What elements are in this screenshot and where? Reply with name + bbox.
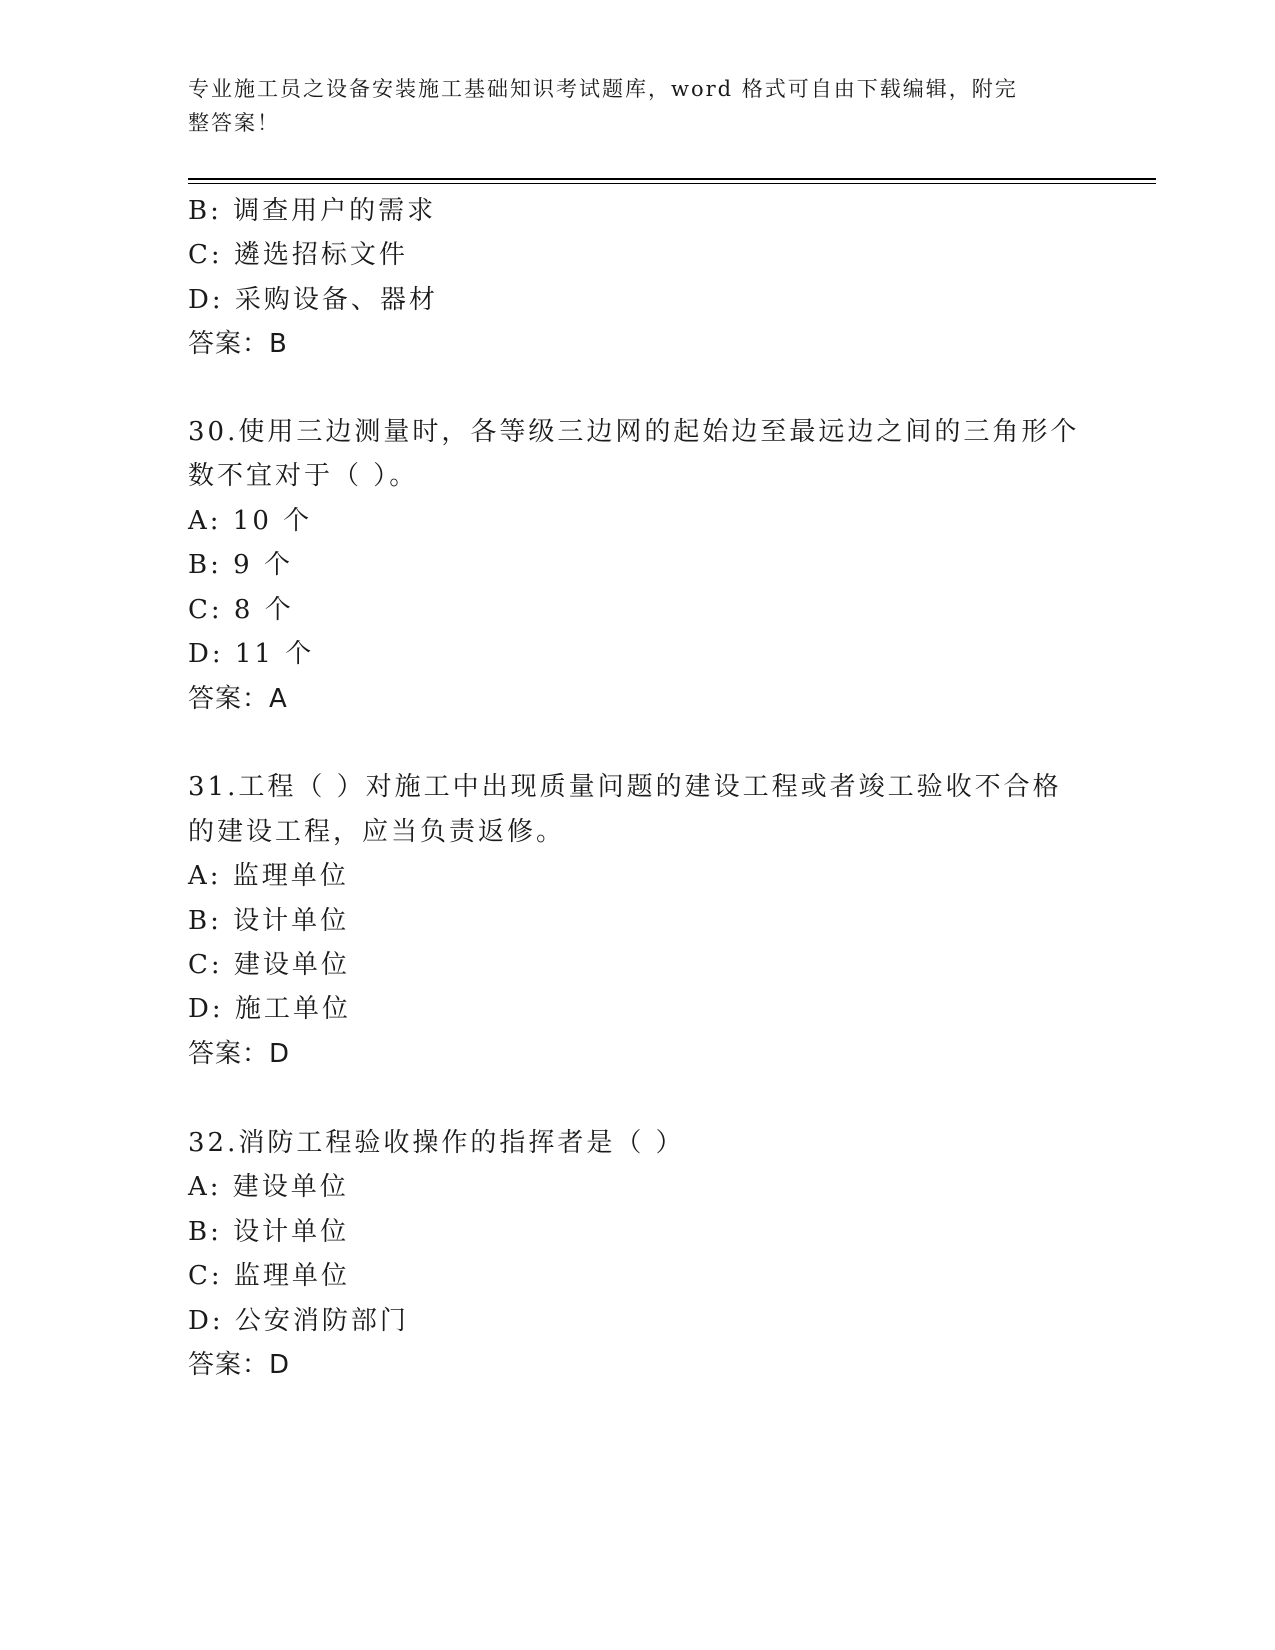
q32-answer: 答案：D <box>188 1350 291 1380</box>
q30-answer: 答案：A <box>188 684 288 714</box>
q32-option-d: D: 公安消防部门 <box>188 1306 409 1336</box>
q31-option-c: C: 建设单位 <box>188 950 350 980</box>
q30-stem-line-1: 30.使用三边测量时，各等级三边网的起始边至最远边之间的三角形个 <box>188 417 1080 447</box>
q30-stem-line-2: 数不宜对于（ ）。 <box>188 461 419 491</box>
q32-option-b: B: 设计单位 <box>188 1217 350 1247</box>
header-divider-thick <box>188 178 1156 180</box>
q30-option-d: D: 11 个 <box>188 639 315 669</box>
q29-option-c: C: 遴选招标文件 <box>188 240 408 270</box>
header-line-1: 专业施工员之设备安装施工基础知识考试题库，word 格式可自由下载编辑，附完 <box>188 77 1018 101</box>
q31-stem-line-2: 的建设工程，应当负责返修。 <box>188 817 566 847</box>
q29-answer: 答案：B <box>188 329 288 359</box>
q31-answer: 答案：D <box>188 1039 291 1069</box>
q30-option-b: B: 9 个 <box>188 550 293 580</box>
q31-option-a: A: 监理单位 <box>188 861 349 891</box>
q31-option-b: B: 设计单位 <box>188 906 350 936</box>
header-divider-thin <box>188 183 1156 184</box>
q31-stem-line-1: 31.工程（ ）对施工中出现质量问题的建设工程或者竣工验收不合格 <box>188 772 1062 802</box>
header-line-2: 整答案！ <box>188 111 280 135</box>
document-header <box>188 72 1068 140</box>
q32-option-c: C: 监理单位 <box>188 1261 350 1291</box>
q30-option-c: C: 8 个 <box>188 595 294 625</box>
q32-option-a: A: 建设单位 <box>188 1172 349 1202</box>
q29-option-b: B: 调查用户的需求 <box>188 196 437 226</box>
q30-option-a: A: 10 个 <box>188 506 313 536</box>
q32-stem-line-1: 32.消防工程验收操作的指挥者是（ ） <box>188 1128 685 1158</box>
q31-option-d: D: 施工单位 <box>188 994 351 1024</box>
q29-option-d: D: 采购设备、器材 <box>188 285 438 315</box>
